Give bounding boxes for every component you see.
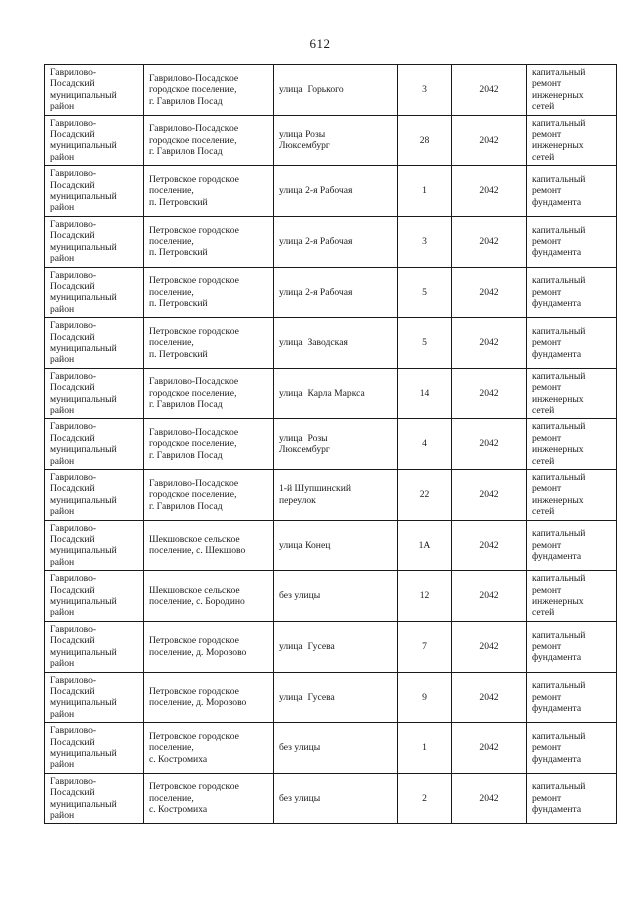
cell-district: Гаврилово- Посадский муниципальный район bbox=[45, 470, 144, 521]
table-row bbox=[45, 520, 617, 571]
cell-settlement: Петровское городское поселение, п. Петровский bbox=[144, 318, 274, 369]
cell-settlement: Петровское городское поселение, с. Костромиха bbox=[144, 723, 274, 774]
cell-year: 2042 bbox=[452, 216, 527, 267]
cell-street: улица Гусева bbox=[274, 672, 398, 723]
cell-street: без улицы bbox=[274, 571, 398, 622]
cell-district: Гаврилово- Посадский муниципальный район bbox=[45, 672, 144, 723]
table-row bbox=[45, 166, 617, 217]
cell-work: капитальный ремонт инженерных сетей bbox=[527, 470, 617, 521]
cell-number: 5 bbox=[398, 267, 452, 318]
cell-street: 1-й Шупшинский переулок bbox=[274, 470, 398, 521]
cell-number: 2 bbox=[398, 773, 452, 824]
cell-settlement: Шекшовское сельское поселение, с. Бородино bbox=[144, 571, 274, 622]
cell-number: 9 bbox=[398, 672, 452, 723]
cell-number: 1А bbox=[398, 520, 452, 571]
cell-street: улица Горького bbox=[274, 65, 398, 116]
cell-year: 2042 bbox=[452, 621, 527, 672]
cell-street: улица Розы Люксембург bbox=[274, 115, 398, 166]
cell-district: Гаврилово- Посадский муниципальный район bbox=[45, 368, 144, 419]
cell-work: капитальный ремонт фундамента bbox=[527, 773, 617, 824]
cell-district: Гаврилово- Посадский муниципальный район bbox=[45, 723, 144, 774]
cell-settlement: Петровское городское поселение, д. Морозово bbox=[144, 672, 274, 723]
cell-settlement: Петровское городское поселение, п. Петровский bbox=[144, 216, 274, 267]
cell-work: капитальный ремонт фундамента bbox=[527, 216, 617, 267]
cell-street: без улицы bbox=[274, 773, 398, 824]
cell-work: капитальный ремонт фундамента bbox=[527, 723, 617, 774]
cell-street: улица Конец bbox=[274, 520, 398, 571]
cell-settlement: Петровское городское поселение, с. Костромиха bbox=[144, 773, 274, 824]
cell-year: 2042 bbox=[452, 267, 527, 318]
cell-year: 2042 bbox=[452, 318, 527, 369]
cell-number: 14 bbox=[398, 368, 452, 419]
cell-work: капитальный ремонт фундамента bbox=[527, 267, 617, 318]
cell-district: Гаврилово- Посадский муниципальный район bbox=[45, 166, 144, 217]
cell-settlement: Гаврилово-Посадское городское поселение, г. Гаврилов Посад bbox=[144, 419, 274, 470]
cell-district: Гаврилово- Посадский муниципальный район bbox=[45, 773, 144, 824]
cell-number: 12 bbox=[398, 571, 452, 622]
cell-street: улица 2-я Рабочая bbox=[274, 166, 398, 217]
cell-year: 2042 bbox=[452, 166, 527, 217]
cell-district: Гаврилово- Посадский муниципальный район bbox=[45, 621, 144, 672]
cell-year: 2042 bbox=[452, 520, 527, 571]
table-row bbox=[45, 216, 617, 267]
cell-work: капитальный ремонт фундамента bbox=[527, 318, 617, 369]
cell-street: улица 2-я Рабочая bbox=[274, 216, 398, 267]
table-row bbox=[45, 571, 617, 622]
cell-street: улица Карла Маркса bbox=[274, 368, 398, 419]
cell-year: 2042 bbox=[452, 672, 527, 723]
table-row bbox=[45, 368, 617, 419]
table-row bbox=[45, 470, 617, 521]
table-row bbox=[45, 723, 617, 774]
cell-work: капитальный ремонт инженерных сетей bbox=[527, 115, 617, 166]
cell-district: Гаврилово- Посадский муниципальный район bbox=[45, 571, 144, 622]
cell-settlement: Гаврилово-Посадское городское поселение, г. Гаврилов Посад bbox=[144, 368, 274, 419]
table-row bbox=[45, 773, 617, 824]
table-row bbox=[45, 672, 617, 723]
cell-work: капитальный ремонт фундамента bbox=[527, 520, 617, 571]
cell-settlement: Гаврилово-Посадское городское поселение, г. Гаврилов Посад bbox=[144, 65, 274, 116]
cell-settlement: Гаврилово-Посадское городское поселение, г. Гаврилов Посад bbox=[144, 115, 274, 166]
cell-number: 22 bbox=[398, 470, 452, 521]
cell-year: 2042 bbox=[452, 470, 527, 521]
cell-district: Гаврилово- Посадский муниципальный район bbox=[45, 65, 144, 116]
cell-year: 2042 bbox=[452, 419, 527, 470]
cell-settlement: Шекшовское сельское поселение, с. Шекшово bbox=[144, 520, 274, 571]
cell-work: капитальный ремонт фундамента bbox=[527, 621, 617, 672]
cell-work: капитальный ремонт инженерных сетей bbox=[527, 65, 617, 116]
cell-year: 2042 bbox=[452, 571, 527, 622]
cell-work: капитальный ремонт фундамента bbox=[527, 166, 617, 217]
cell-number: 1 bbox=[398, 723, 452, 774]
cell-year: 2042 bbox=[452, 723, 527, 774]
cell-street: улица Гусева bbox=[274, 621, 398, 672]
cell-district: Гаврилово- Посадский муниципальный район bbox=[45, 216, 144, 267]
schedule-table bbox=[44, 64, 617, 824]
cell-settlement: Петровское городское поселение, п. Петровский bbox=[144, 166, 274, 217]
cell-number: 7 bbox=[398, 621, 452, 672]
cell-work: капитальный ремонт инженерных сетей bbox=[527, 419, 617, 470]
table-row bbox=[45, 267, 617, 318]
cell-work: капитальный ремонт инженерных сетей bbox=[527, 571, 617, 622]
cell-settlement: Петровское городское поселение, д. Морозово bbox=[144, 621, 274, 672]
table-row bbox=[45, 419, 617, 470]
cell-settlement: Гаврилово-Посадское городское поселение, г. Гаврилов Посад bbox=[144, 470, 274, 521]
cell-street: улица Розы Люксембург bbox=[274, 419, 398, 470]
cell-street: улица 2-я Рабочая bbox=[274, 267, 398, 318]
cell-work: капитальный ремонт инженерных сетей bbox=[527, 368, 617, 419]
cell-district: Гаврилово- Посадский муниципальный район bbox=[45, 318, 144, 369]
cell-district: Гаврилово- Посадский муниципальный район bbox=[45, 419, 144, 470]
cell-year: 2042 bbox=[452, 773, 527, 824]
cell-district: Гаврилово- Посадский муниципальный район bbox=[45, 520, 144, 571]
cell-district: Гаврилово- Посадский муниципальный район bbox=[45, 267, 144, 318]
cell-number: 1 bbox=[398, 166, 452, 217]
cell-number: 3 bbox=[398, 65, 452, 116]
cell-street: улица Заводская bbox=[274, 318, 398, 369]
table-row bbox=[45, 115, 617, 166]
table-row bbox=[45, 621, 617, 672]
cell-year: 2042 bbox=[452, 65, 527, 116]
page-number: 612 bbox=[309, 36, 331, 51]
table-row bbox=[45, 318, 617, 369]
cell-number: 3 bbox=[398, 216, 452, 267]
cell-year: 2042 bbox=[452, 368, 527, 419]
cell-number: 28 bbox=[398, 115, 452, 166]
table-row bbox=[45, 65, 617, 116]
schedule-table-body bbox=[45, 65, 617, 824]
cell-number: 5 bbox=[398, 318, 452, 369]
cell-settlement: Петровское городское поселение, п. Петровский bbox=[144, 267, 274, 318]
cell-work: капитальный ремонт фундамента bbox=[527, 672, 617, 723]
cell-district: Гаврилово- Посадский муниципальный район bbox=[45, 115, 144, 166]
cell-street: без улицы bbox=[274, 723, 398, 774]
cell-number: 4 bbox=[398, 419, 452, 470]
cell-year: 2042 bbox=[452, 115, 527, 166]
